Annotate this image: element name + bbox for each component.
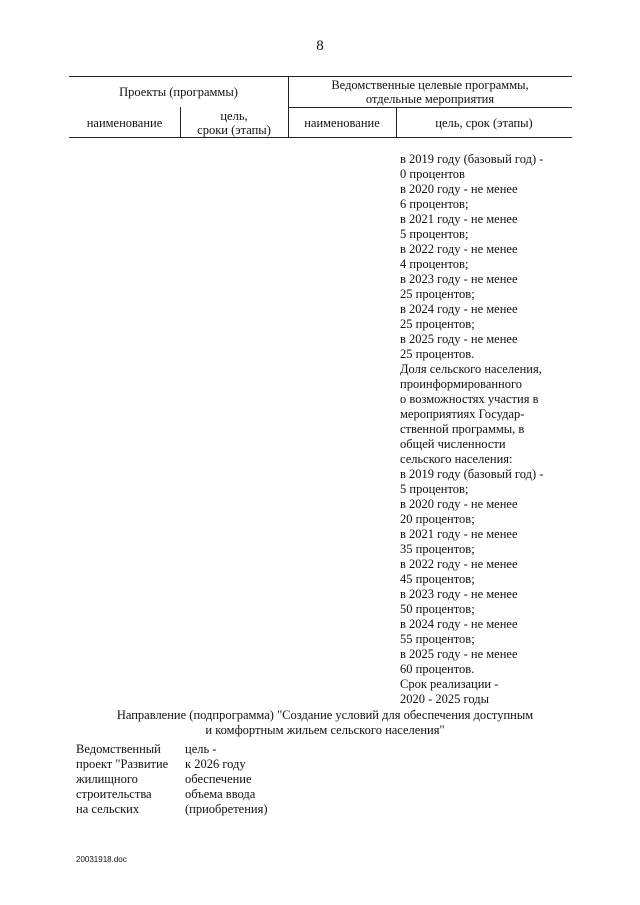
project-goal-cell: цель - к 2026 году обеспечение объема ввода (приобретения) xyxy=(185,742,268,816)
header-col-goal-2 xyxy=(396,107,572,138)
table-header xyxy=(69,76,572,138)
header-col-goal-1-label: цель, сроки (этапы) xyxy=(197,108,271,137)
header-col-goal-2-label: цель, срок (этапы) xyxy=(435,115,533,130)
header-group-departmental-label: Ведомственные целевые программы, отдельные мероприятия xyxy=(331,77,529,106)
project-name-cell: Ведомственный проект "Развитие жилищного строительства на сельских xyxy=(76,742,169,816)
header-col-name-1-label: наименование xyxy=(86,115,163,130)
header-col-name-2 xyxy=(288,107,396,138)
header-group-projects xyxy=(69,76,288,107)
header-group-projects-label: Проекты (программы) xyxy=(119,84,238,99)
goal-column-text: в 2019 году (базовый год) - 0 процентов в 2020 году - не менее 6 процентов; в 2021 году - не менее 5 процентов; в 2022 году - не менее 4 процентов; в 2023 году - не менее 25 процентов; в 2024 году - не менее 25 процентов; в 2025 году - не менее 25 процентов. Доля сельского населения, проинформированного о возможностях участия в мероприятиях Государ- ственной программы, в общей численности сельского населения: в 2019 году (базовый год) - 5 процентов; в 2020 году - не менее 20 процентов; в 2021 году - не менее 35 процентов; в 2022 году - не менее 45 процентов; в 2023 году - не менее 50 процентов; в 2024 году - не менее 55 процентов; в 2025 году - не менее 60 процентов. Срок реализации - 2020 - 2025 годы xyxy=(400,152,544,706)
page-number: 8 xyxy=(316,38,324,54)
header-col-name-2-label: наименование xyxy=(304,115,380,130)
header-col-goal-1 xyxy=(180,107,288,138)
header-col-name-1 xyxy=(69,107,180,138)
section-heading: Направление (подпрограмма) "Создание условий для обеспечения доступным и комфортным жильем сельского населения" xyxy=(116,708,534,737)
footer-filename: 20031918.doc xyxy=(76,855,127,864)
header-group-departmental xyxy=(288,76,572,107)
